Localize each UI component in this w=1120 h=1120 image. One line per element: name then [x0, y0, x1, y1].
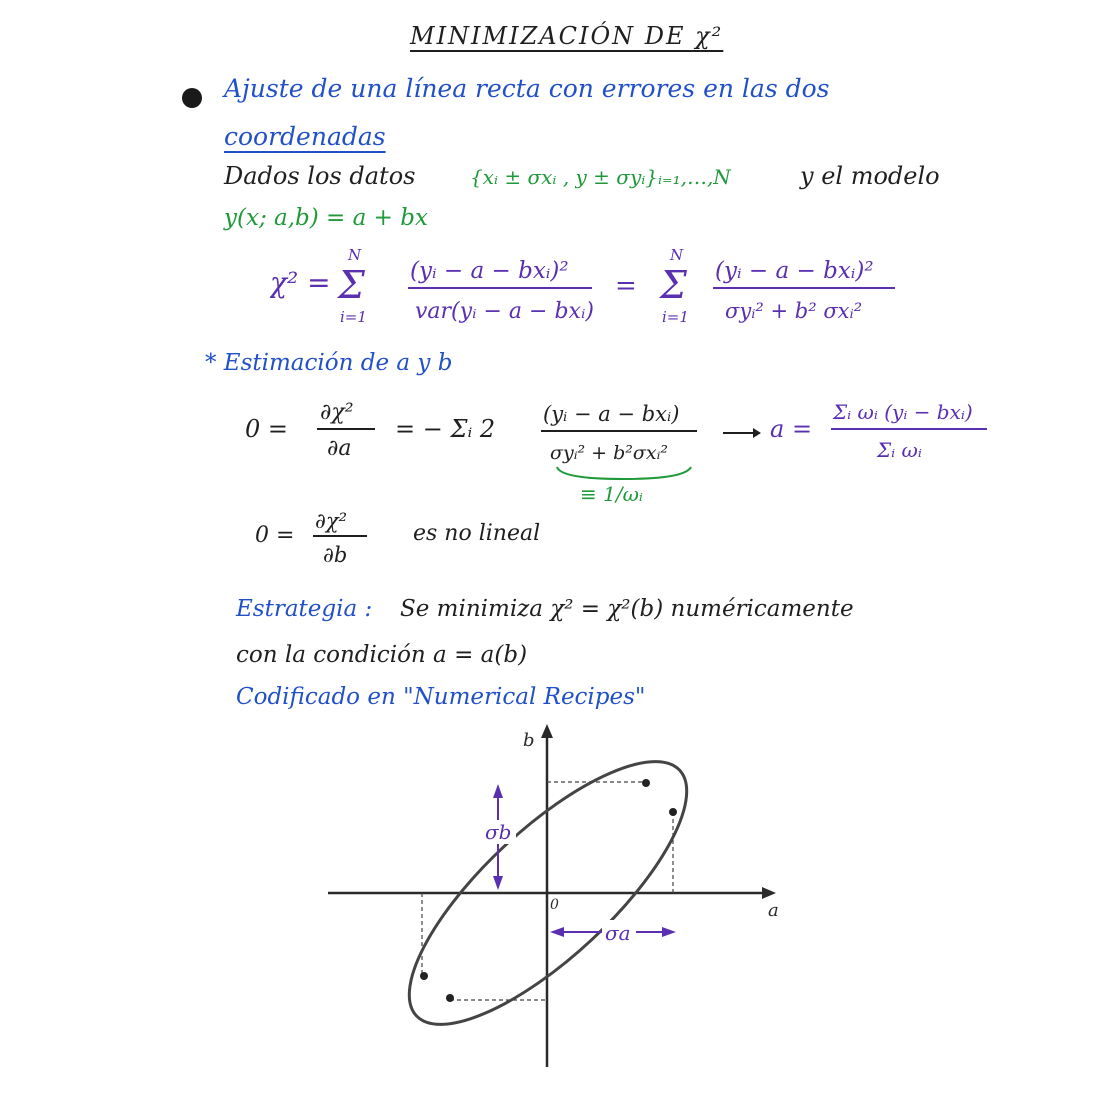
strategy-condition: con la condición a = a(b): [236, 642, 528, 668]
b-axis-arrow-icon: [541, 724, 553, 738]
chi2-equation: [270, 240, 930, 335]
eq1-lhs: 0 =: [245, 415, 289, 443]
denominator-1: var(yᵢ − a − bxᵢ): [415, 299, 594, 324]
strategy-text: Se minimiza χ² = χ²(b) numéricamente: [400, 596, 854, 622]
section-heading-line2: coordenadas: [224, 122, 386, 151]
eq1-rhs: = − Σᵢ 2: [395, 415, 496, 443]
eq2-deriv-num: ∂χ²: [315, 509, 348, 533]
a-axis-label: a: [768, 900, 779, 921]
data-set: {xᵢ ± σxᵢ , y ± σyᵢ}ᵢ₌₁,…,N: [470, 165, 731, 189]
given-text: Dados los datos: [224, 162, 416, 190]
equals-sign: =: [615, 271, 637, 301]
b-axis-label: b: [523, 730, 535, 751]
strategy-label: Estrategia :: [236, 596, 373, 622]
eq2-deriv-den: ∂b: [323, 543, 348, 567]
bullet-icon: [182, 88, 202, 108]
a-numerator: Σᵢ ωᵢ (yᵢ − bxᵢ): [833, 400, 973, 424]
derivative-a-equation: [245, 395, 1005, 510]
confidence-ellipse-diagram: [320, 722, 800, 1072]
eq2-note: es no lineal: [413, 521, 541, 546]
tangent-point-right: [669, 808, 677, 816]
weight-brace: [557, 467, 691, 479]
eq1-deriv-den: ∂a: [327, 436, 352, 461]
denominator-2: σyᵢ² + b² σxᵢ²: [725, 299, 863, 323]
weight-definition: ≡ 1/ωᵢ: [580, 482, 643, 506]
eq1-deriv-num: ∂χ²: [320, 400, 354, 425]
numerator-2: (yᵢ − a − bxᵢ)²: [715, 258, 874, 284]
page-title: MINIMIZACIÓN DE χ²: [410, 22, 724, 50]
a-axis-arrow-icon: [762, 887, 776, 899]
sum-symbol-2: Σ: [660, 263, 687, 307]
numerator-1: (yᵢ − a − bxᵢ)²: [410, 258, 569, 284]
sum-bottom-1: i=1: [340, 308, 367, 326]
sigma-b-label: σb: [485, 820, 512, 844]
sum-symbol-1: Σ: [338, 263, 365, 307]
tangent-point-left: [420, 972, 428, 980]
eq2-lhs: 0 =: [255, 523, 295, 548]
sum-top-1: N: [348, 246, 362, 264]
origin-label: 0: [550, 897, 559, 913]
sum-top-2: N: [670, 246, 684, 264]
derivative-b-equation: [245, 508, 645, 578]
sum-bottom-2: i=1: [662, 308, 689, 326]
model-equation: y(x; a,b) = a + bx: [224, 205, 428, 231]
eq1-frac-den: σyᵢ² + b²σxᵢ²: [550, 442, 669, 464]
a-lhs: a =: [770, 415, 813, 443]
and-model-text: y el modelo: [800, 162, 940, 190]
section-heading-line1: Ajuste de una línea recta con errores en las dos: [224, 74, 830, 103]
tangent-point-bottom: [446, 994, 454, 1002]
sigma-a-label: σa: [605, 921, 631, 945]
strategy-coded: Codificado en "Numerical Recipes": [236, 684, 646, 710]
estimation-label: * Estimación de a y b: [205, 350, 453, 376]
a-denominator: Σᵢ ωᵢ: [877, 438, 922, 462]
chi2-lhs: χ² =: [270, 266, 331, 299]
eq1-frac-num: (yᵢ − a − bxᵢ): [543, 402, 680, 426]
tangent-point-top: [642, 779, 650, 787]
